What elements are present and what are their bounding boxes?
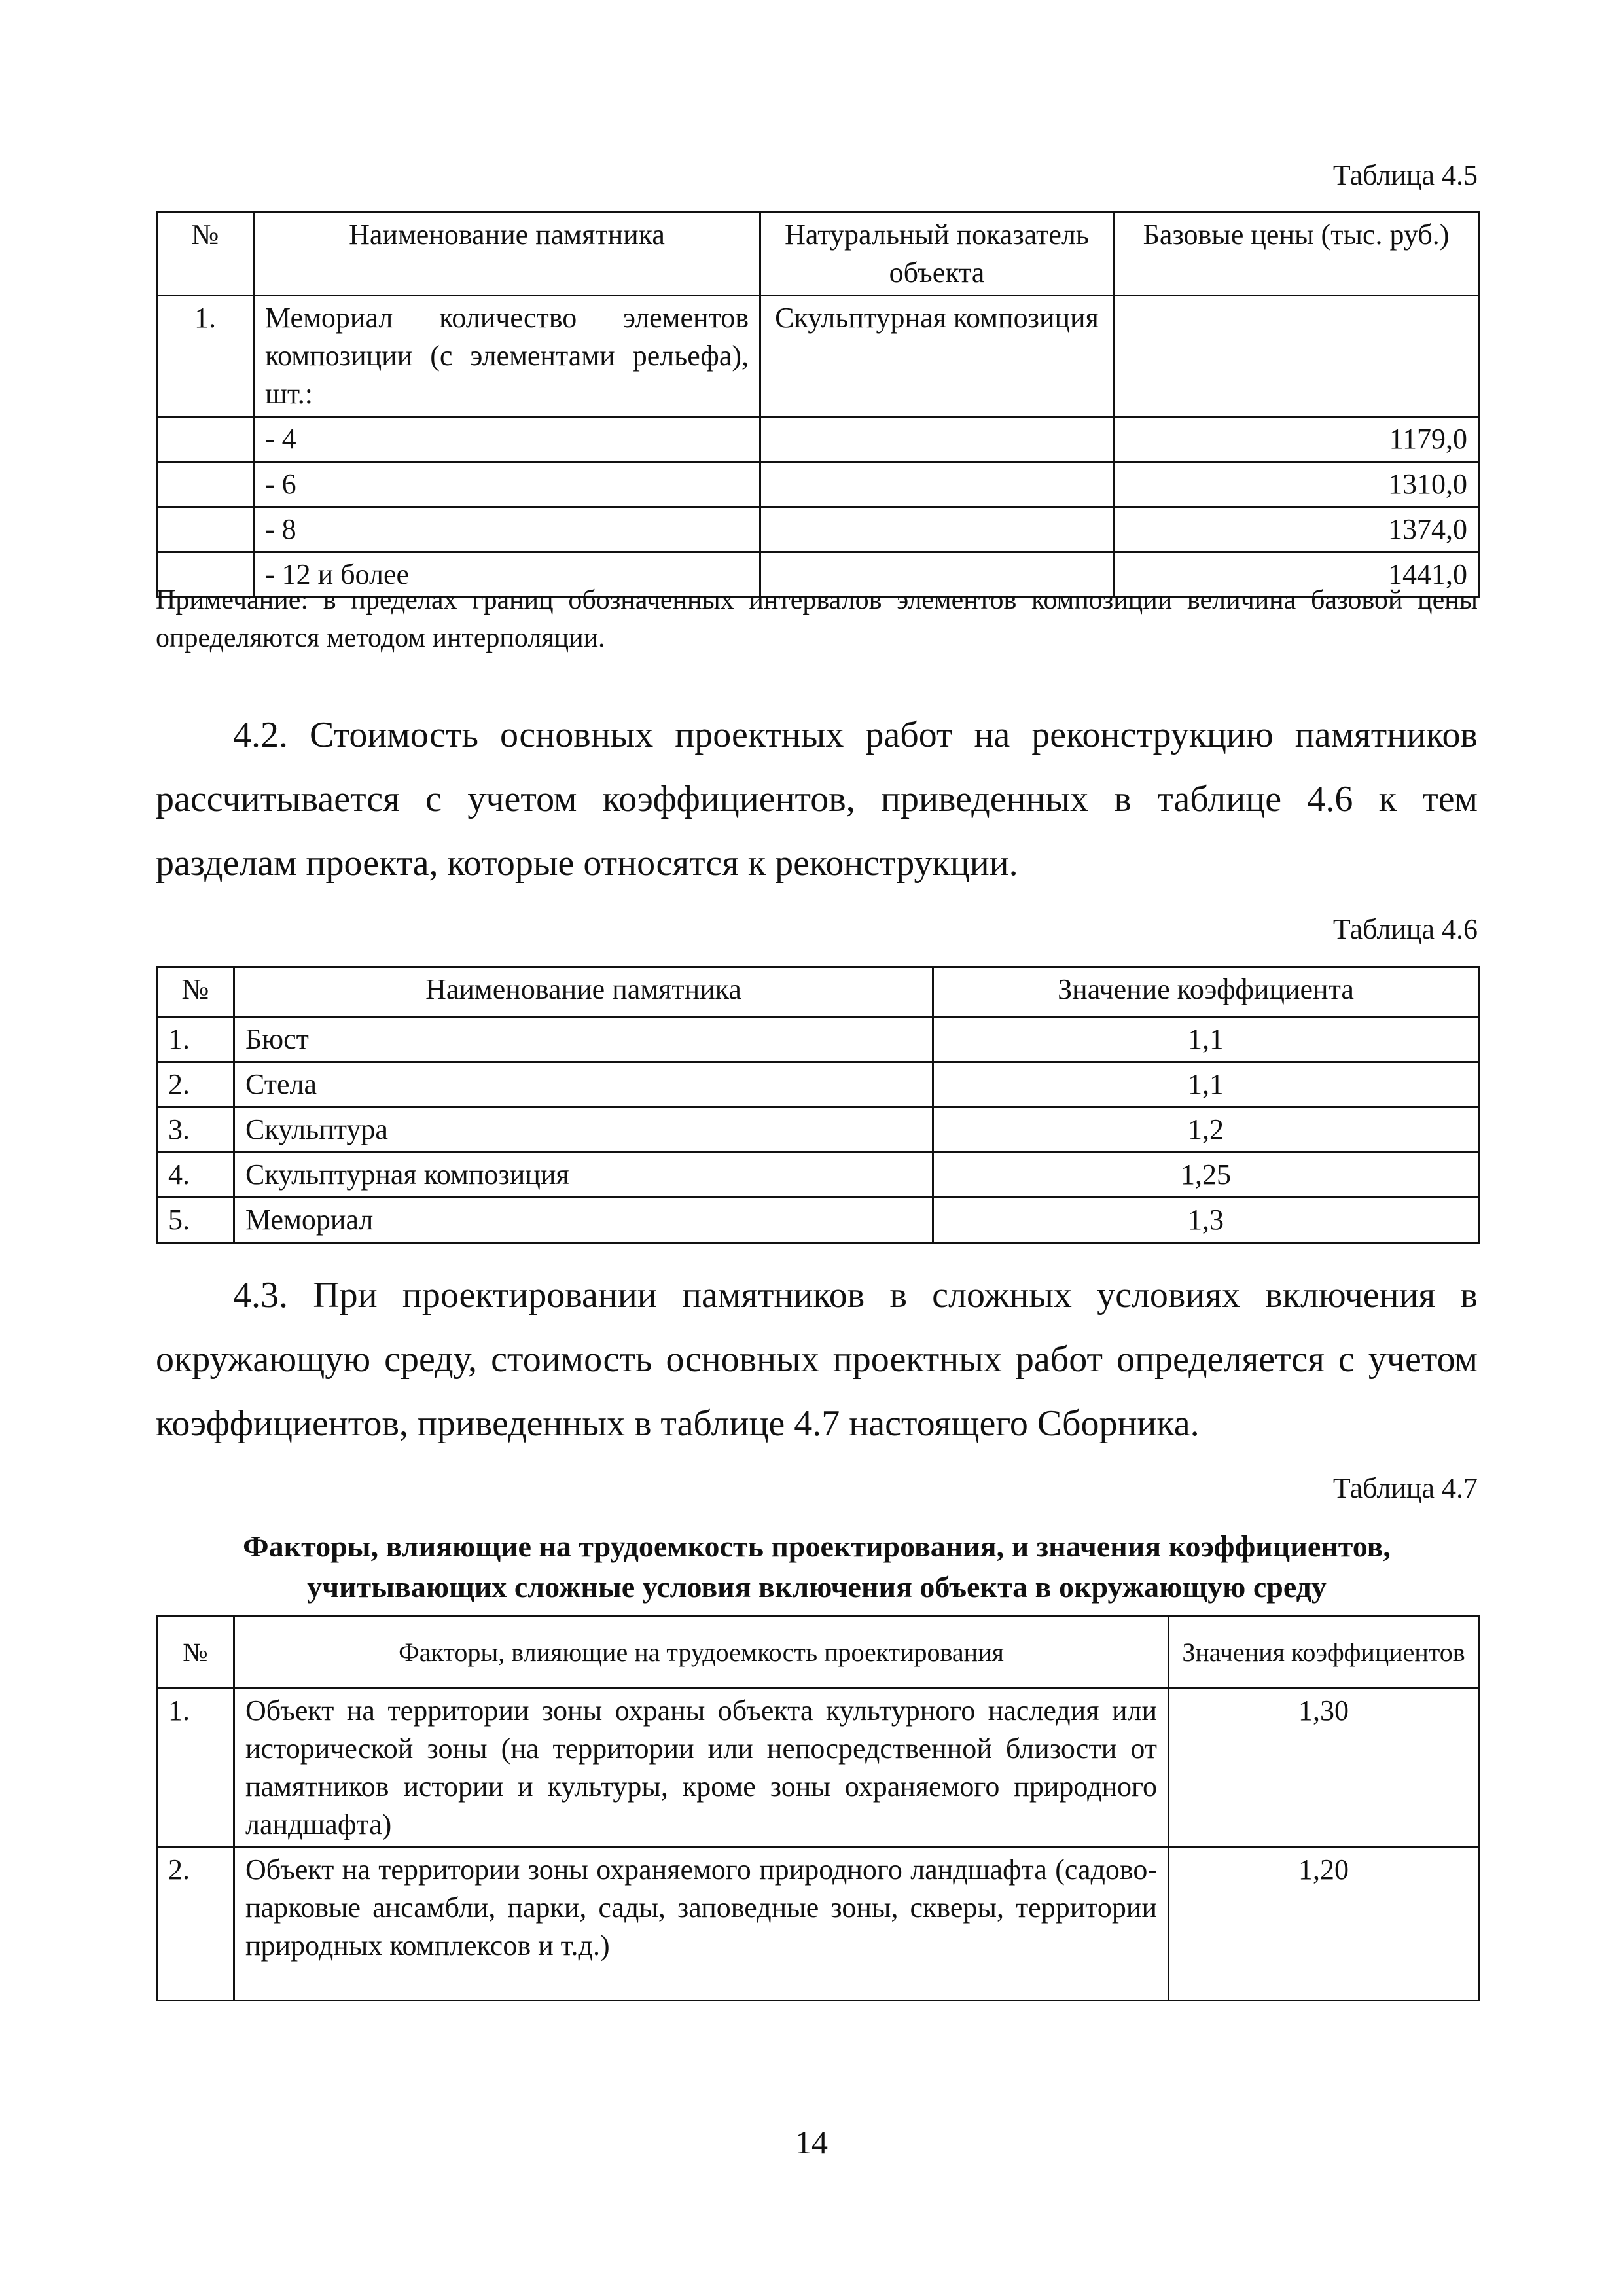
row-value: 1,1 [933,1062,1479,1107]
row-number: 5. [157,1198,234,1243]
table-row [157,1198,1479,1243]
row-price: 1179,0 [1114,417,1479,462]
row-name: - 4 [254,417,760,462]
row-value: 1,30 [1169,1689,1479,1848]
row-name: - 8 [254,507,760,552]
row-indicator: Скульптурная композиция [760,296,1114,417]
row-price: 1310,0 [1114,462,1479,507]
table-row [157,507,1479,552]
table-header-row [157,213,1479,296]
row-value: 1,20 [1169,1848,1479,2001]
table-4-7-title-line-2: учитывающих сложные условия включения объекта в окружающую среду [307,1570,1327,1604]
row-number: 2. [157,1062,234,1107]
table-4-7 [156,1615,1480,2001]
header-factors: Факторы, влияющие на трудоемкость проектирования [234,1617,1169,1689]
table-4-5-caption: Таблица 4.5 [1332,159,1478,191]
table-row [157,1017,1479,1062]
paragraph-4-3: 4.3. При проектировании памятников в сложных условиях включения в окружающую среду, стоимость основных проектных работ определяется с учетом коэффициентов, приведенных в таблице 4.7 настоящего Сборника. [156,1275,1478,1444]
row-price [1114,296,1479,417]
table-header-row [157,1617,1479,1689]
table-4-7-caption: Таблица 4.7 [1332,1472,1478,1504]
row-price: 1374,0 [1114,507,1479,552]
header-coefficient-values: Значения коэффициентов [1169,1617,1479,1689]
table-row [157,1848,1479,2001]
row-name: Стела [234,1062,933,1107]
row-value: 1,3 [933,1198,1479,1243]
table-4-7-title-line-1: Факторы, влияющие на трудоемкость проектирования, и значения коэффициентов, [243,1530,1391,1563]
row-name: Скульптура [234,1107,933,1153]
table-4-5-note: Примечание: в пределах границ обозначенных интервалов элементов композиции величина базовой цены определяются методом интерполяции. [156,585,1478,653]
table-row [157,1153,1479,1198]
header-coefficient: Значение коэффициента [933,967,1479,1017]
page-number: 14 [795,2124,828,2161]
row-name: Бюст [234,1017,933,1062]
table-4-6 [156,966,1480,1244]
row-name: - 12 и более [254,552,760,598]
table-4-7-title [156,1526,1478,1607]
header-number: № [157,1617,234,1689]
row-number [157,462,254,507]
header-monument-name: Наименование памятника [254,213,760,296]
row-value: 1,2 [933,1107,1479,1153]
row-number: 1. [157,1689,234,1848]
table-4-5 [156,211,1480,598]
row-number: 3. [157,1107,234,1153]
row-value: 1,1 [933,1017,1479,1062]
row-number: 4. [157,1153,234,1198]
row-number: 1. [157,1017,234,1062]
table-row [157,1689,1479,1848]
row-number: 2. [157,1848,234,2001]
row-price: 1441,0 [1114,552,1479,598]
row-indicator [760,507,1114,552]
table-row [157,462,1479,507]
table-row [157,296,1479,417]
row-name: Мемориал [234,1198,933,1243]
table-header-row [157,967,1479,1017]
row-indicator [760,462,1114,507]
header-number: № [157,213,254,296]
row-number [157,417,254,462]
row-name: Скульптурная композиция [234,1153,933,1198]
table-4-6-caption: Таблица 4.6 [1332,913,1478,945]
row-name: Мемориал количество элементов композиции (с элементами рельефа), шт.: [254,296,760,417]
header-number: № [157,967,234,1017]
paragraph-4-2: 4.2. Стоимость основных проектных работ на реконструкцию памятников рассчитывается с учетом коэффициентов, приведенных в таблице 4.6 к тем разделам проекта, которые относятся к реконструкции. [156,715,1478,884]
row-name: - 6 [254,462,760,507]
header-base-prices: Базовые цены (тыс. руб.) [1114,213,1479,296]
row-number [157,507,254,552]
header-natural-indicator: Натуральный показатель объекта [760,213,1114,296]
table-row [157,417,1479,462]
table-row [157,1062,1479,1107]
header-monument-name: Наименование памятника [234,967,933,1017]
row-factor-text: Объект на территории зоны охраны объекта культурного наследия или исторической зоны (на территории или непосредственной близости от памятников истории и культуры, кроме зоны охраняемого природного ландшафта) [234,1689,1169,1848]
row-factor-text: Объект на территории зоны охраняемого природного ландшафта (садово-парковые ансамбли, парки, сады, заповедные зоны, скверы, территории природных комплексов и т.д.) [234,1848,1169,2001]
row-value: 1,25 [933,1153,1479,1198]
table-row [157,1107,1479,1153]
row-indicator [760,417,1114,462]
row-number: 1. [157,296,254,417]
